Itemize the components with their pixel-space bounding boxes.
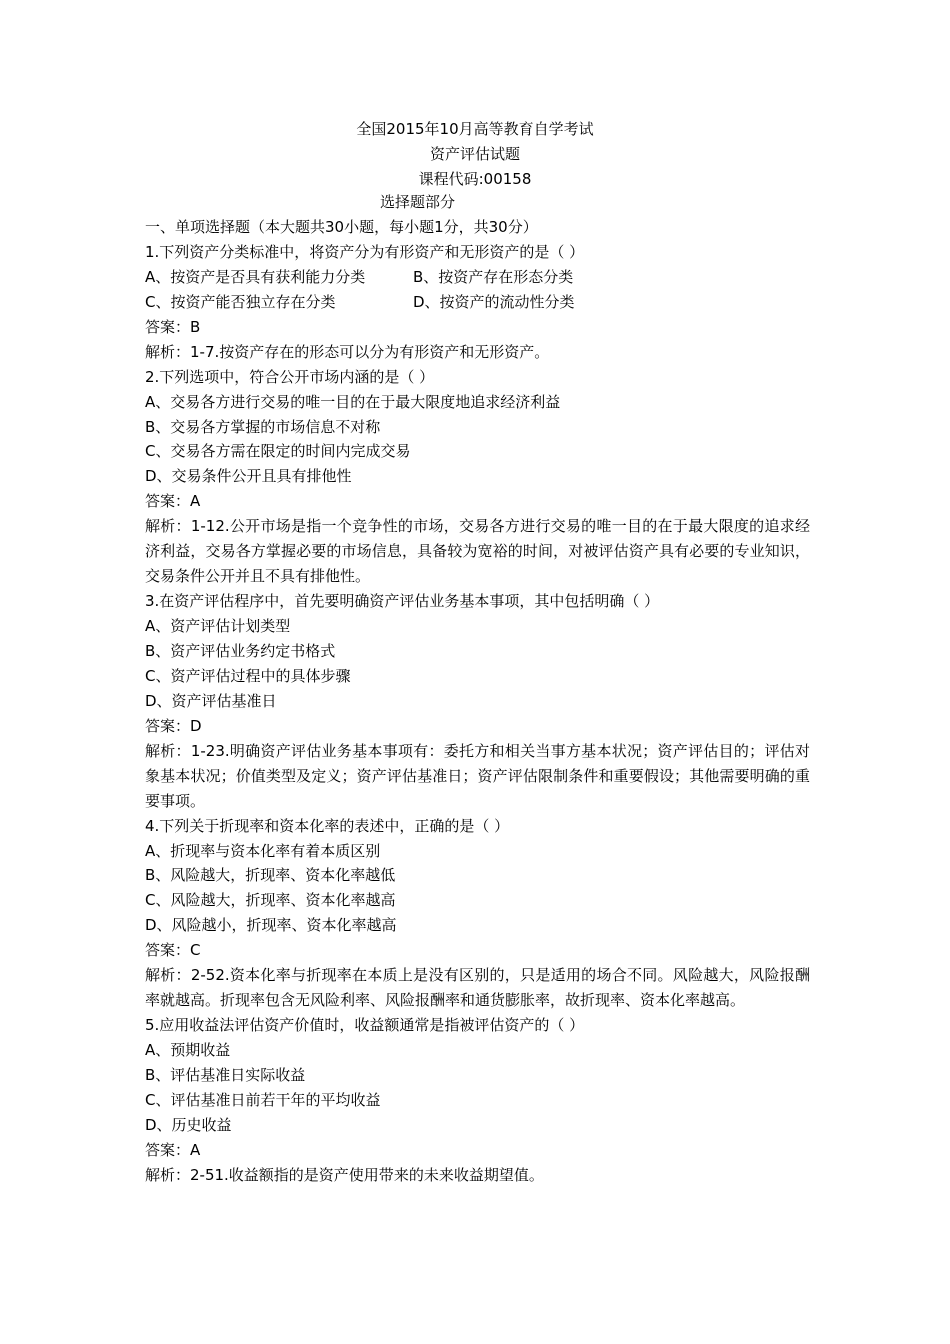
answer: 答案：A [145,1140,201,1159]
question-stem: 5.应用收益法评估资产价值时，收益额通常是指被评估资产的（ ） [145,1016,585,1035]
option-a: A、按资产是否具有获利能力分类 [145,267,366,286]
analysis: 解析：1-23.明确资产评估业务基本事项有：委托方和相关当事方基本状况；资产评估目的；评估对象基本状况；价值类型及定义；资产评估基准日；资产评估限制条件和重要假设；其他需要明确的重要事项。 [145,741,810,810]
exam-header [0,117,950,192]
option-b: B、风险越大，折现率、资本化率越低 [145,866,396,885]
answer: 答案：B [145,317,201,336]
option-a: A、折现率与资本化率有着本质区别 [145,841,381,860]
option-b: B、交易各方掌握的市场信息不对称 [145,417,381,436]
option-c: C、按资产能否独立存在分类 [145,292,336,311]
analysis: 解析：2-51.收益额指的是资产使用带来的未来收益期望值。 [145,1165,544,1184]
option-c: C、交易各方需在限定的时间内完成交易 [145,442,411,461]
option-d: D、历史收益 [145,1115,232,1134]
question-stem: 3.在资产评估程序中，首先要明确资产评估业务基本事项，其中包括明确（ ） [145,592,660,611]
question-2 [145,365,810,589]
answer: 答案：C [145,941,201,960]
exam-subject: 资产评估试题 [429,145,520,163]
question-stem: 1.下列资产分类标准中，将资产分为有形资产和无形资产的是（ ） [145,242,585,261]
option-d: D、资产评估基准日 [145,691,277,710]
analysis: 解析：1-12.公开市场是指一个竞争性的市场，交易各方进行交易的唯一目的在于最大限度的追求经济利益，交易各方掌握必要的市场信息，具备较为宽裕的时间，对被评估资产具有必要的专业知识，交易条件公开并且不具有排他性。 [145,517,810,586]
course-code: 课程代码:00158 [418,170,532,188]
exam-title: 全国2015年10月高等教育自学考试 [356,120,594,138]
analysis: 解析：1-7.按资产存在的形态可以分为有形资产和无形资产。 [145,342,550,361]
option-d: D、风险越小，折现率、资本化率越高 [145,916,397,935]
option-c: C、资产评估过程中的具体步骤 [145,666,351,685]
question-stem: 4.下列关于折现率和资本化率的表述中，正确的是（ ） [145,816,510,835]
question-1 [145,240,810,365]
option-b: B、按资产存在形态分类 [413,267,574,286]
question-5 [145,1013,810,1188]
option-a: A、资产评估计划类型 [145,617,291,636]
option-d: D、交易条件公开且具有排他性 [145,467,352,486]
question-3 [145,589,810,813]
option-d: D、按资产的流动性分类 [413,292,575,311]
option-b: B、资产评估业务约定书格式 [145,642,336,660]
question-stem: 2.下列选项中，符合公开市场内涵的是（ ） [145,367,435,386]
question-4 [145,814,810,1014]
option-c: C、评估基准日前若干年的平均收益 [145,1090,381,1109]
answer: 答案：A [145,492,201,511]
analysis: 解析：2-52.资本化率与折现率在本质上是没有区别的，只是适用的场合不同。风险越大，风险报酬率就越高。折现率包含无风险利率、风险报酬率和通货膨胀率，故折现率、资本化率越高。 [145,966,810,1010]
option-c: C、风险越大，折现率、资本化率越高 [145,891,396,910]
section-heading: 一、单项选择题（本大题共30小题，每小题1分，共30分） [145,218,538,236]
question-list [145,215,810,1188]
answer: 答案：D [145,716,202,735]
option-b: B、评估基准日实际收益 [145,1066,306,1085]
part-label: 选择题部分 [380,193,456,211]
option-row [145,290,810,315]
option-a: A、交易各方进行交易的唯一目的在于最大限度地追求经济利益 [145,392,561,411]
option-a: A、预期收益 [145,1041,231,1060]
option-row [145,265,810,290]
